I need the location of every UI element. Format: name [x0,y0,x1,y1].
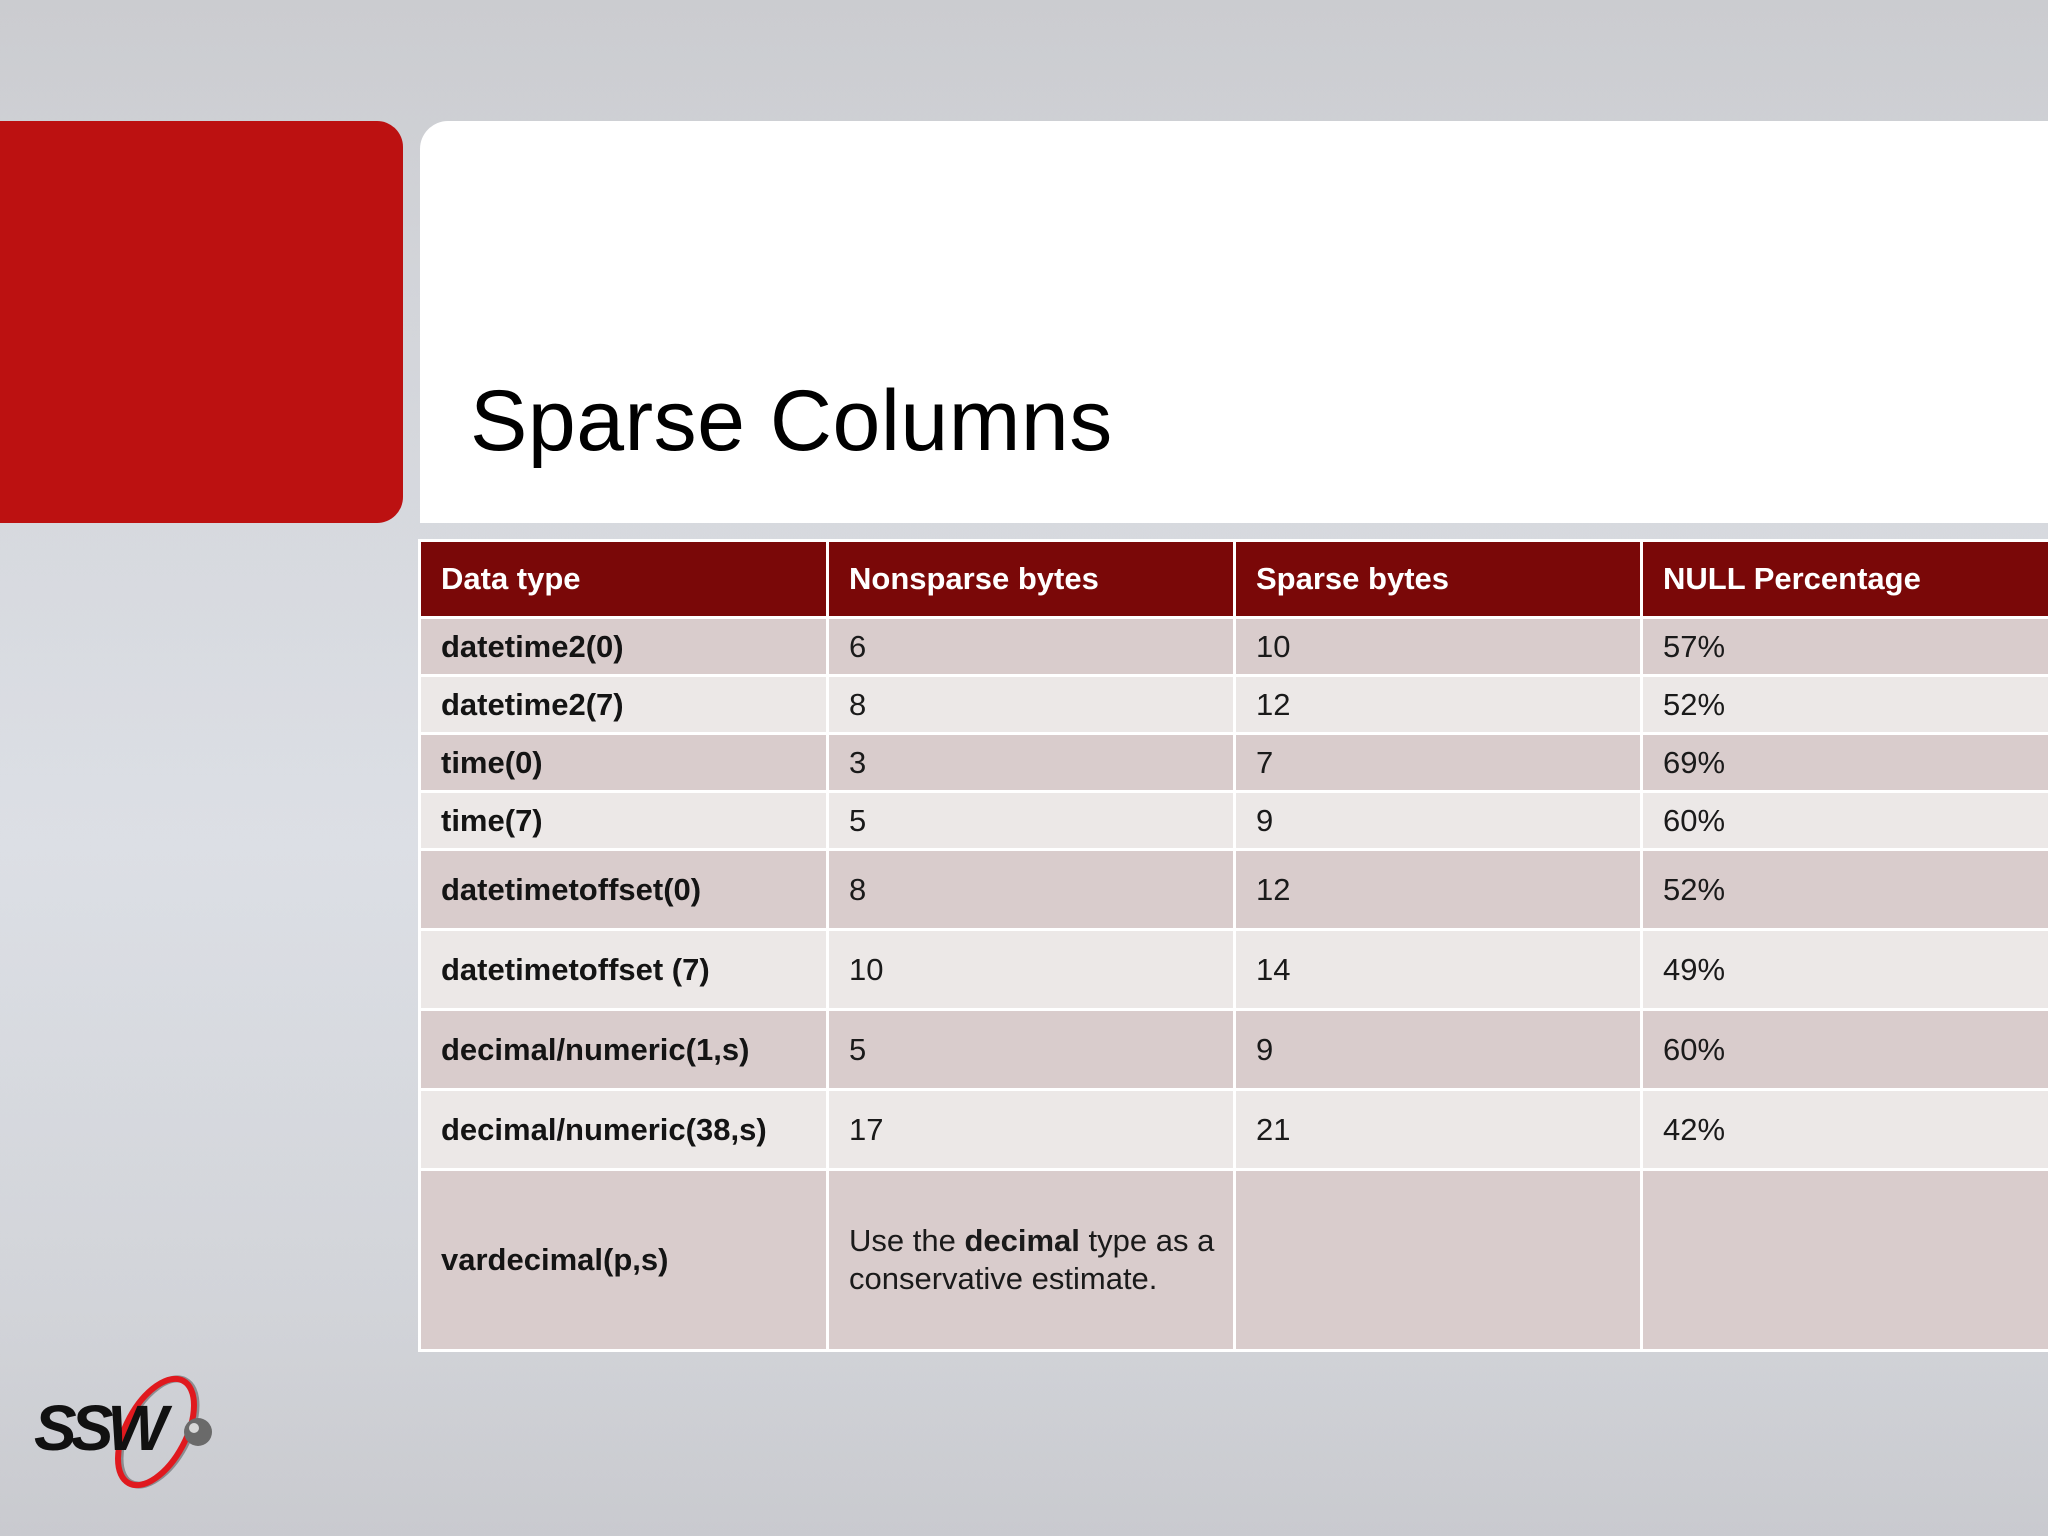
cell-nonsparse: 10 [828,930,1235,1010]
cell-data-type: decimal/numeric(1,s) [420,1010,828,1090]
cell-sparse [1235,1170,1642,1351]
table-row [420,1090,2048,1170]
note-text-start: Use the [849,1223,965,1258]
note-text-bold: decimal [964,1223,1080,1258]
cell-note [828,1170,1235,1351]
cell-null-percentage: 57% [1642,618,2048,676]
cell-sparse: 21 [1235,1090,1642,1170]
table-row [420,1010,2048,1090]
table-header-row [420,541,2048,618]
slide-title: Sparse Columns [470,373,1113,469]
cell-null-percentage: 49% [1642,930,2048,1010]
cell-null-percentage: 42% [1642,1090,2048,1170]
cell-nonsparse: 6 [828,618,1235,676]
cell-null-percentage: 52% [1642,850,2048,930]
accent-block [0,121,403,523]
note-text-end: type as a conservative estimate. [849,1223,1215,1296]
cell-null-percentage: 52% [1642,676,2048,734]
cell-sparse: 12 [1235,676,1642,734]
cell-sparse: 9 [1235,792,1642,850]
table-row [420,734,2048,792]
table-row [420,618,2048,676]
header-nonsparse-bytes: Nonsparse bytes [828,541,1235,618]
table-row [420,676,2048,734]
cell-data-type: time(0) [420,734,828,792]
cell-data-type: datetimetoffset(0) [420,850,828,930]
cell-sparse: 10 [1235,618,1642,676]
cell-null-percentage [1642,1170,2048,1351]
sparse-bytes-table [418,539,2048,1352]
header-null-percentage: NULL Percentage [1642,541,2048,618]
cell-nonsparse: 8 [828,850,1235,930]
cell-sparse: 14 [1235,930,1642,1010]
logo-text: SSW [34,1392,162,1464]
cell-sparse: 7 [1235,734,1642,792]
cell-nonsparse: 3 [828,734,1235,792]
cell-data-type: vardecimal(p,s) [420,1170,828,1351]
cell-nonsparse: 8 [828,676,1235,734]
ssw-logo [28,1350,238,1520]
cell-nonsparse: 5 [828,792,1235,850]
cell-null-percentage: 69% [1642,734,2048,792]
table-row [420,930,2048,1010]
table-row [420,792,2048,850]
cell-nonsparse: 17 [828,1090,1235,1170]
cell-null-percentage: 60% [1642,1010,2048,1090]
cell-nonsparse: 5 [828,1010,1235,1090]
cell-data-type: time(7) [420,792,828,850]
cell-data-type: decimal/numeric(38,s) [420,1090,828,1170]
cell-sparse: 9 [1235,1010,1642,1090]
table-row [420,850,2048,930]
cell-data-type: datetime2(0) [420,618,828,676]
header-sparse-bytes: Sparse bytes [1235,541,1642,618]
header-data-type: Data type [420,541,828,618]
cell-sparse: 12 [1235,850,1642,930]
cell-data-type: datetime2(7) [420,676,828,734]
cell-data-type: datetimetoffset (7) [420,930,828,1010]
cell-null-percentage: 60% [1642,792,2048,850]
table-row [420,1170,2048,1351]
